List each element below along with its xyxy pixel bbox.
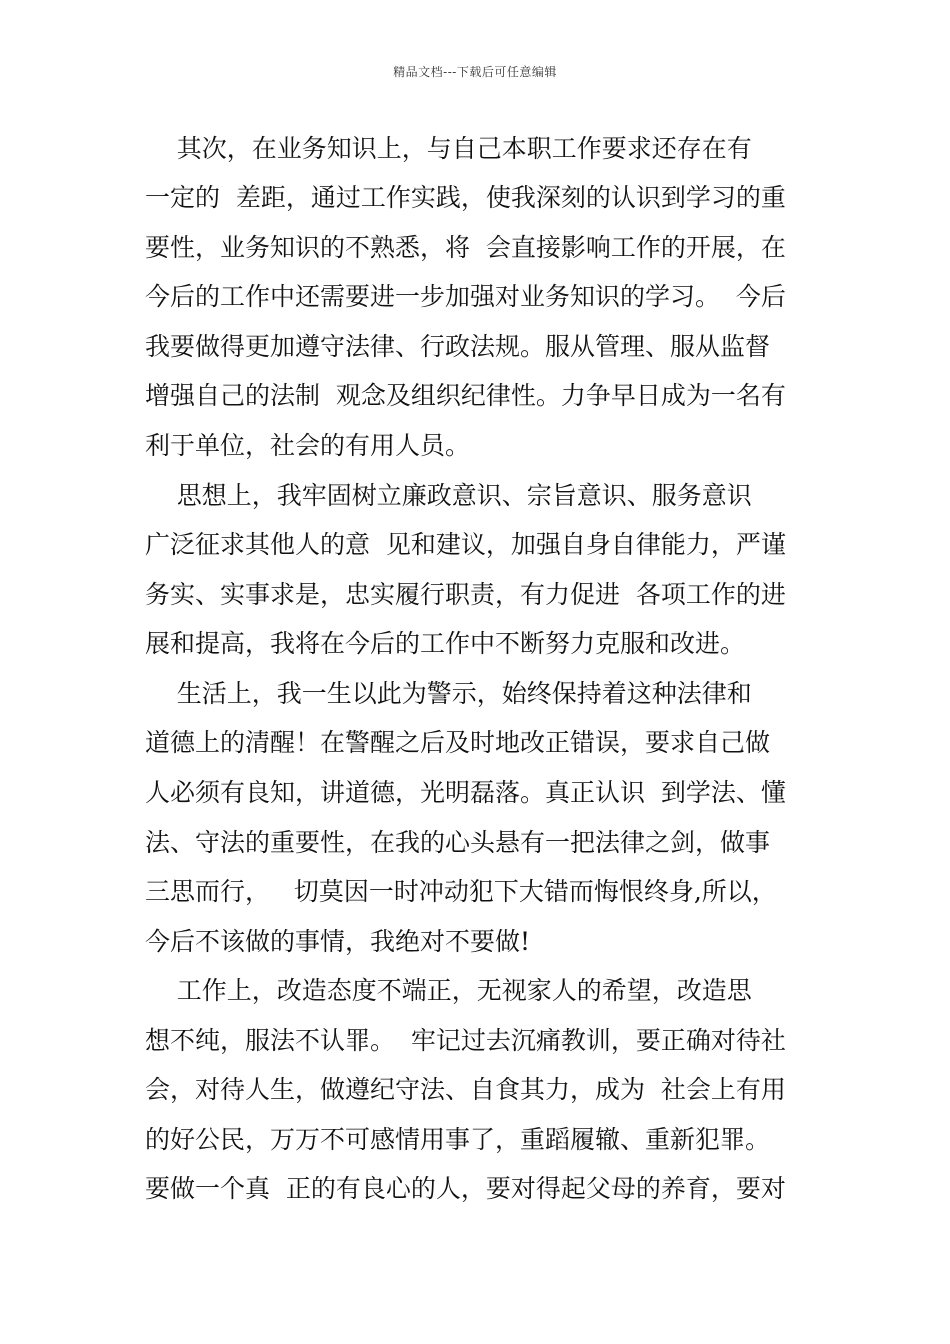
body-line: 利于单位，社会的有用人员。 xyxy=(145,431,471,460)
body-line: 会，对待人生，做遵纪守法、自食其力，成为 社会上有用 xyxy=(145,1075,786,1104)
body-line: 工作上，改造态度不端正，无视家人的希望，改造思 xyxy=(145,976,752,1005)
page-header: 精品文档---下载后可任意编辑 xyxy=(393,65,557,79)
body-line: 务实、实事求是，忠实履行职责，有力促进 各项工作的进 xyxy=(145,580,786,609)
body-line: 人必须有良知，讲道德，光明磊落。真正认识 到学法、懂 xyxy=(145,778,786,807)
body-line: 生活上，我一生以此为警示，始终保持着这种法律和 xyxy=(145,679,752,708)
body-line: 今后不该做的事情，我绝对不要做! xyxy=(145,927,531,956)
body-line: 增强自己的法制 观念及组织纪律性。力争早日成为一名有 xyxy=(145,381,786,410)
body-line: 今后的工作中还需要进一步加强对业务知识的学习。 今后 xyxy=(145,282,786,311)
body-line: 道德上的清醒！在警醒之后及时地改正错误，要求自己做 xyxy=(145,728,771,757)
body-line: 的好公民，万万不可感情用事了，重蹈履辙、重新犯罪。 xyxy=(145,1125,771,1154)
body-line: 三思而行， 切莫因一时冲动犯下大错而悔恨终身,所以， xyxy=(145,877,777,906)
body-line: 一定的 差距，通过工作实践，使我深刻的认识到学习的重 xyxy=(145,183,786,212)
body-line: 展和提高，我将在今后的工作中不断努力克服和改进。 xyxy=(145,629,746,658)
body-line: 我要做得更加遵守法律、行政法规。服从管理、服从监督 xyxy=(145,332,771,361)
body-line: 要性，业务知识的不熟悉，将 会直接影响工作的开展，在 xyxy=(145,233,786,262)
body-line: 想不纯，服法不认罪。 牢记过去沉痛教训，要正确对待社 xyxy=(145,1026,786,1055)
body-line: 广泛征求其他人的意 见和建议，加强自身自律能力，严谨 xyxy=(145,530,786,559)
body-line: 要做一个真 正的有良心的人，要对得起父母的养育，要对 xyxy=(145,1174,786,1203)
body-line: 其次，在业务知识上，与自己本职工作要求还存在有 xyxy=(145,134,752,163)
body-line: 法、守法的重要性，在我的心头悬有一把法律之剑，做事 xyxy=(145,828,771,857)
body-line: 思想上，我牢固树立廉政意识、宗旨意识、服务意识 xyxy=(145,481,752,510)
